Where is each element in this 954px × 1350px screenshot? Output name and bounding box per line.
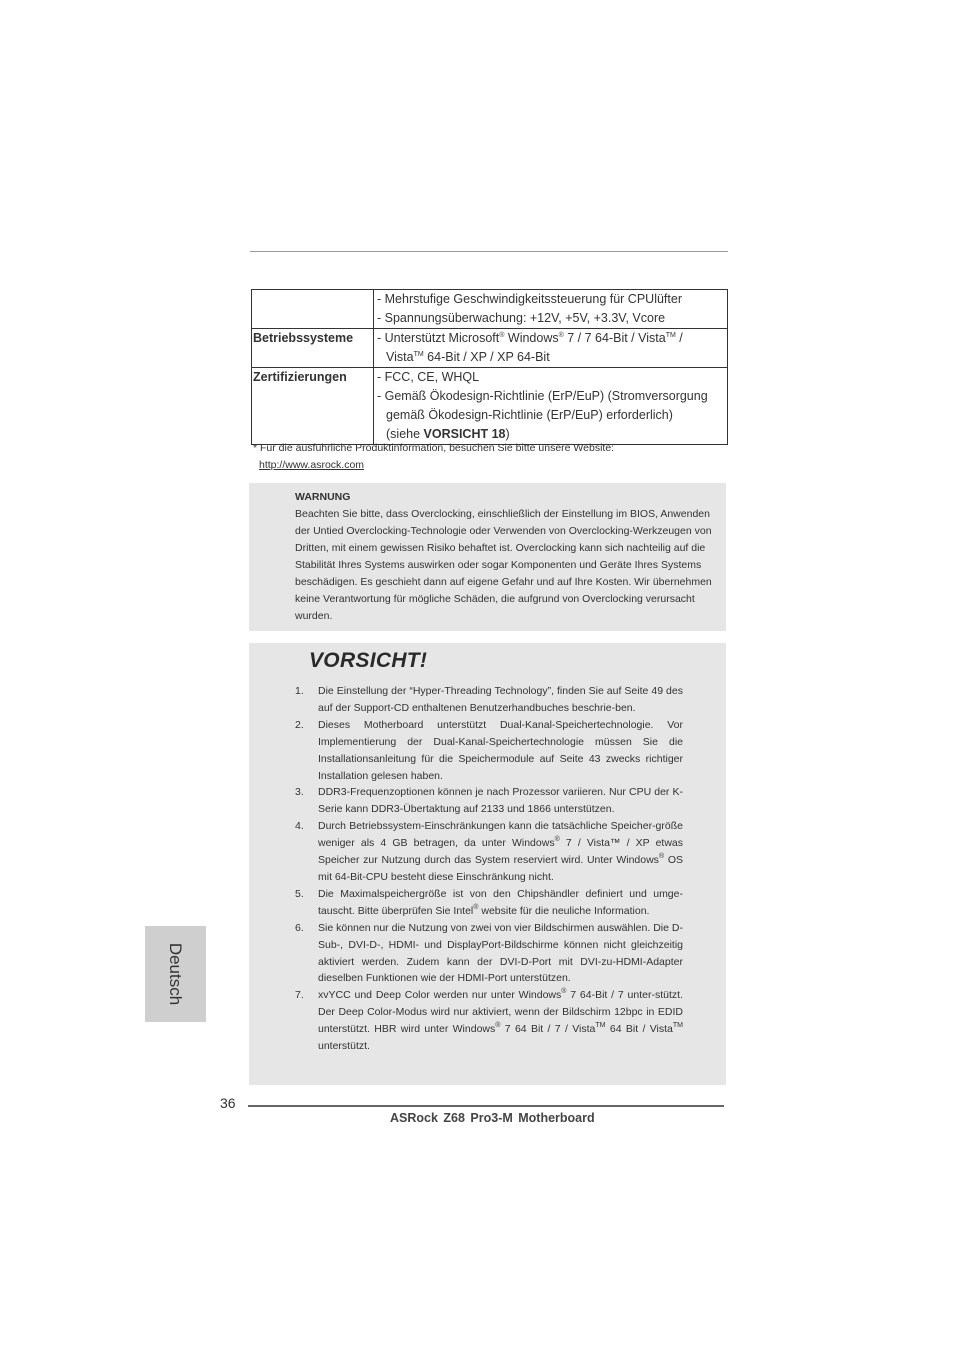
- caution-item: [295, 683, 683, 717]
- text-part: 7 64-Bit / 7 unter-stützt. Der Deep Color-Modus wird nur aktiviert, wenn der Bildschirm 12bpc in EDID unterstützt. HBR wird unter Windows: [318, 989, 683, 1036]
- footnote-text: * Für die ausführliche Produktinformation, besuchen Sie bitte unsere Website:: [253, 442, 615, 454]
- language-tab-label: Deutsch: [166, 942, 185, 1006]
- caution-box: [249, 643, 726, 1085]
- trademark-mark: TM: [672, 1022, 683, 1030]
- text-part: website für die neuliche Information.: [478, 904, 650, 917]
- spec-value: [374, 368, 728, 445]
- spec-line: [377, 348, 727, 367]
- spec-row: [252, 329, 728, 368]
- caution-title: VORSICHT!: [309, 649, 428, 672]
- item-text: DDR3-Frequenzoptionen können je nach Prozessor variieren. Nur CPU der K-Serie kann DDR3-Übertaktung auf 2133 und 1866 unterstützen.: [318, 786, 683, 816]
- registered-mark: ®: [495, 1022, 501, 1030]
- item-text: [318, 989, 683, 1052]
- spec-row: [252, 368, 728, 445]
- text-part: - Unterstützt Microsoft: [377, 331, 500, 345]
- text-part: Windows: [504, 331, 559, 345]
- caution-item: [295, 987, 683, 1055]
- item-number: 6.: [295, 921, 304, 934]
- text-part: ): [505, 427, 510, 441]
- registered-mark: ®: [473, 903, 479, 911]
- spec-label: [252, 290, 374, 329]
- page-number: 36: [220, 1095, 236, 1111]
- item-number: 2.: [295, 718, 304, 731]
- caution-list: [295, 683, 683, 1055]
- text-part: 7 / 7 64-Bit / Vista: [563, 331, 666, 345]
- text-part: unterstützt.: [318, 1040, 370, 1053]
- spec-line: - Gemäß Ökodesign-Richtlinie (ErP/EuP) (Stromversorgung: [377, 389, 708, 403]
- website-link[interactable]: http://www.asrock.com: [259, 459, 365, 471]
- registered-mark: ®: [658, 853, 665, 861]
- item-number: 1.: [295, 685, 304, 697]
- item-text: Dieses Motherboard unterstützt Dual-Kanal-Speichertechnologie. Vor Implementierung der Dual-Kanal-Speichertechnologie müssen Sie die Installationsanleitung für die Speichermodule auf Seite 43 zwecks richtiger Installation gelesen haben.: [318, 718, 683, 782]
- trademark-mark: TM: [413, 351, 424, 358]
- bottom-divider: [248, 1105, 724, 1107]
- item-number: 4.: [295, 820, 304, 833]
- spec-table: [251, 289, 728, 445]
- warning-body: Beachten Sie bitte, dass Overclocking, einschließlich der Einstellung im BIOS, Anwenden der Untied Overclocking-Technologie oder Verwenden von Overclocking-Werkzeugen von Dritten, mit einem gewissen Risiko behaftet ist. Overclocking kann sich nachteilig auf die Stabilität Ihres Systems auswirken oder sogar Komponenten und Geräte Ihres Systems beschädigen. Es geschieht dann auf eigene Gefahr und auf Ihre Kosten. Wir übernehmen keine Verantwortung für mögliche Schäden, die aufgrund von Overclocking verursacht wurden.: [295, 508, 712, 622]
- text-part: Die Maximalspeichergröße ist von den Chipshändler definiert und umge-tauscht. Bitte überprüfen Sie Intel: [318, 887, 683, 917]
- trademark-mark: TM: [665, 332, 676, 339]
- footer-title: ASRock Z68 Pro3-M Motherboard: [390, 1111, 595, 1125]
- registered-mark: ®: [558, 332, 564, 339]
- registered-mark: ®: [561, 988, 567, 996]
- top-divider: [250, 251, 728, 252]
- warning-content: [295, 489, 717, 625]
- text-part: 64-Bit / XP / XP 64-Bit: [423, 350, 550, 364]
- spec-value: [374, 290, 728, 329]
- spec-label: Zertifizierungen: [252, 368, 374, 445]
- text-part: 7 / Vista™ / XP etwas Speicher zur Nutzung durch das System reserviert wird. Unter Windows: [318, 837, 684, 867]
- footnote: [253, 440, 614, 474]
- item-text: [318, 820, 683, 883]
- spec-label: Betriebssysteme: [252, 329, 374, 368]
- spec-line: - Spannungsüberwachung: +12V, +5V, +3.3V, Vcore: [377, 311, 666, 325]
- registered-mark: ®: [554, 836, 560, 844]
- caution-item: [295, 886, 683, 920]
- item-number: 7.: [295, 989, 304, 1002]
- warning-box: [249, 483, 726, 631]
- language-tab: [145, 926, 206, 1022]
- item-text: [318, 888, 683, 917]
- spec-row: [252, 290, 728, 329]
- item-text: Sie können nur die Nutzung von zwei von vier Bildschirmen auswählen. Die D-Sub-, DVI-D-, HDMI- und DisplayPort-Bildschirme können nicht gleichzeitig aktiviert werden. Zudem kann der DVI-D-Port mit DVI-zu-HDMI-Adapter dieselben Funktionen wie der HDMI-Port unterstützen.: [318, 921, 683, 985]
- spec-line: - Mehrstufige Geschwindigkeitssteuerung für CPUlüfter: [377, 292, 682, 306]
- caution-item: [295, 818, 683, 886]
- trademark-mark: TM: [595, 1022, 606, 1030]
- text-part: OS mit 64-Bit-CPU besteht diese Einschränkung nicht.: [318, 854, 683, 883]
- caution-reference: VORSICHT 18: [423, 427, 506, 441]
- text-part: (siehe: [386, 427, 424, 441]
- caution-item: [295, 920, 683, 988]
- caution-item: [295, 717, 683, 785]
- text-part: /: [675, 331, 683, 345]
- text-part: xvYCC und Deep Color werden nur unter Windows: [318, 989, 562, 1002]
- text-part: Vista: [386, 350, 414, 364]
- spec-line: - FCC, CE, WHQL: [377, 370, 480, 384]
- spec-value: [374, 329, 728, 368]
- spec-line: [377, 329, 727, 348]
- item-number: 5.: [295, 887, 304, 900]
- caution-item: [295, 784, 683, 818]
- item-text: Die Einstellung der “Hyper-Threading Technology”, finden Sie auf Seite 49 des auf der Support-CD enthaltenen Benutzerhandbuches beschrie-ben.: [318, 685, 683, 714]
- spec-line: gemäß Ökodesign-Richtlinie (ErP/EuP) erforderlich): [386, 408, 673, 422]
- item-number: 3.: [295, 786, 304, 799]
- text-part: Durch Betriebssystem-Einschränkungen kann die tatsächliche Speicher-größe weniger als 4 GB betragen, da unter Windows: [318, 820, 683, 850]
- registered-mark: ®: [499, 332, 505, 339]
- text-part: 64 Bit / Vista: [605, 1023, 673, 1036]
- warning-title: WARNUNG: [295, 491, 351, 503]
- text-part: 7 64 Bit / 7 / Vista: [500, 1023, 596, 1036]
